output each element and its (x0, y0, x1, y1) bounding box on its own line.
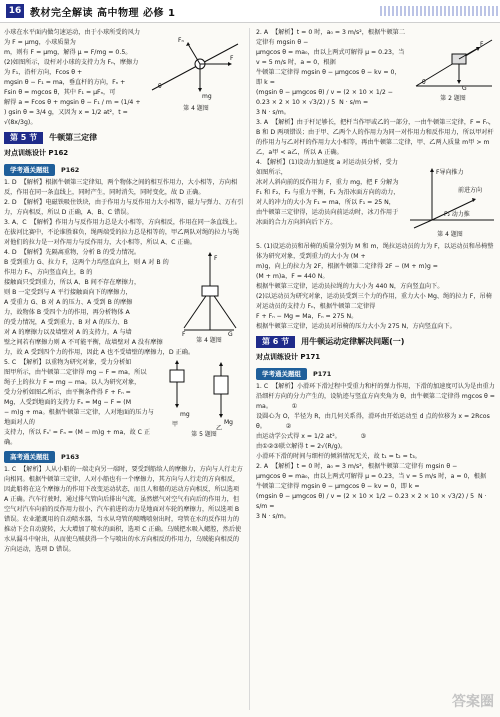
right-column (256, 28, 496, 522)
incline-ball-diagram (148, 30, 244, 104)
header-decoration (380, 6, 500, 16)
answer-5-line: 根据牛顿第三定律，运动员拉绳的力大小为 440 N，方向竖直向下。 (256, 283, 444, 290)
answer-5-line: 5. (1)设运动员和吊椅的质量分别为 M 和 m，绳拉运动员的力为 F，以运动员和吊椅整体为研究对象，受到重力的大小为 (M + (256, 243, 494, 260)
svg-text:F: F (230, 55, 234, 62)
magnet-incline-diagram (410, 30, 496, 94)
badge: 学考通关题组 (256, 368, 307, 380)
answer-4-line: 的受力情况，A 受到重力、B 对 A 的压力、B (4, 319, 128, 326)
answer-1-line: 1. C 【解析】小滑环下滑过程中受重力和杆的弹力作用，下滑的加速度可认为是由重力沿细杆方向的分力产生的，设轨迹与竖直方向夹角为 θ，由牛顿第二定律得 mgcos θ = ma。 ① (256, 383, 497, 410)
column-divider (249, 28, 250, 710)
figure-4-skater (404, 160, 496, 240)
answer-2b-line: 牛顿第二定律得 mgsin θ − μmgcos θ − kv = 0，即 k = (256, 483, 420, 490)
figure-caption: 第 2 题图 (440, 95, 466, 102)
section-tag: 第 5 节 (4, 132, 43, 144)
answer-1-line: 设圆心为 O，半径为 R，由几何关系得，滑环由开始运动至 d 点的位移为 x = 2Rcos θ。 ② (256, 413, 492, 430)
paragraph: m，则有 F = μmg，解得 μ = F/mg = 0.5。 (4, 49, 132, 56)
section-heading (256, 336, 496, 348)
answer-2-line: μmgcos θ = ma₀，由以上两式可解得 μ = 0.23，当 v = 5 m/s 时，a = 0，根据 (256, 49, 407, 66)
answer-1-line: 由①②③联立解得 t = 2√(R/g)。 (256, 443, 347, 450)
figure-caption: 第 4 题图 (196, 337, 222, 344)
answer-2-line: 2. A 【解析】t = 0 时，a₀ = 3 m/s²，根据牛顿第二定律有 mgsin θ − (256, 29, 406, 46)
answer-4-line: 4. 【解析】(1)设动力加速度 a 对运动员分析，受力如图所示， (256, 159, 398, 176)
svg-text:F: F (214, 255, 218, 262)
svg-text:Fₙ: Fₙ (178, 37, 184, 44)
svg-text:Mg: Mg (224, 419, 233, 426)
page-number: 16 (6, 4, 24, 18)
svg-text:F: F (182, 331, 186, 336)
answer-4-line: 对 A 的摩擦力以及墙壁对 A 的支持力，A 与墙 (4, 329, 132, 336)
svg-text:乙: 乙 (216, 425, 223, 430)
answer-2b-line: 3 N · s/m。 (256, 513, 290, 520)
answer-5-line: m)g，向上的拉力为 2F，根据牛顿第二定律得 2F − (M + m)g = (256, 263, 438, 270)
badge-page: P171 (313, 369, 332, 378)
badge-page: P163 (61, 452, 80, 461)
section-title: 用牛顿运动定律解决问题(一) (301, 337, 405, 346)
figure-4-blocks (174, 250, 244, 346)
answer-1-line: 由运动学公式得 x = 1/2 at²。 ③ (256, 433, 367, 440)
answer-2-line: 3 N · s/m。 (256, 109, 290, 116)
badge-page: P162 (61, 165, 80, 174)
figure-caption: 第 4 题图 (183, 105, 209, 112)
svg-text:θ: θ (158, 83, 162, 90)
badge: 学考通关题组 (4, 164, 55, 176)
paragraph: Fsin θ = mgcos θ，其中 F₁ = μFₙ，可 (4, 89, 116, 96)
answer-6: 1. C 【解析】人从小船的一端走向另一端时，要受到船给人的摩擦力，方向与人行走方向相同。根据牛顿第三定律，人对小船也有一个摩擦力，其方向与人行走的方向相反，因此船将在这个摩擦力的作用下改变运动状态，而且人和船的运动方向相反，所以选项 A 正确。汽车行驶时，通过排气管向后排出气流，虽然燃气对空气有向后的作用力，但空气对汽车向前的反作用力很小，汽车前进的动力是地面对车轮的摩擦力，所以选项 B 错误。农业灌溉用的自动喷水器，当水从弯管的喷嘴喷射出时，弯管在水的反作用力的推动下会自动旋转，大大增加了喷水的面积，选项 C 正确。乌贼把水吸入鳃腔，然后使水从漏斗中射出，从而使乌贼获得一个与喷出的水方向相反的作用力，乌贼能向相反的方向运动，选项 D 错误。 (4, 466, 243, 553)
answer-2b-line: 2. A 【解析】t = 0 时，a₀ = 3 m/s²，根据牛顿第二定律有 mgsin θ − (256, 463, 458, 470)
badge-row (256, 365, 496, 382)
answer-5-line: 绳子上的拉力 F = mg − ma。以人为研究对象， (4, 379, 141, 386)
section-title: 牛顿第三定律 (49, 133, 98, 142)
badge-row (4, 448, 244, 465)
svg-text:mg: mg (202, 93, 212, 100)
figure-4-top (148, 30, 244, 114)
figure-label: F₂ 动力推 (444, 211, 470, 218)
svg-text:G: G (462, 85, 467, 92)
figure-5 (164, 360, 244, 440)
paragraph: 解得 a = Fcos θ + mgsin θ − F₁ / m = (1/4 + (4, 99, 141, 106)
answer-4-line: A 受重力 G、B 对 A 的压力、A 受到 B 的摩擦 (4, 299, 133, 306)
header-title: 教材完全解读 高中物理 必修 1 (30, 8, 176, 19)
answer-4-line: 则 B 一定受到与 A 平行接触面向下的摩擦力， (4, 289, 132, 296)
practice-title: 对点训练设计 P162 (4, 149, 69, 157)
paragraph: ) gsin θ = 3/4 g，又因为 x = 1/2 at²，t = √(8x/3g)。 (4, 109, 130, 126)
svg-text:甲: 甲 (172, 421, 179, 428)
section-heading (4, 132, 244, 144)
answer-2b-line: μmgcos θ = ma₀，由以上两式可解得 μ = 0.23，当 v = 5 m/s 时，a = 0，根据 (256, 473, 487, 480)
answer-4-line: 冰对人斜向前的反作用力 F，重力 mg，把 F 分解为 (256, 179, 399, 186)
answer-3: 3. A、C 【解析】作用力与反作用力总是大小相等，方向相反，作用在同一条直线上。在拔河比赛中，不论谁胜谁负，绳两端受的拉力总是相等的，甲乙两队对绳的拉力与绳对他们的拉力是一对作用力与反作用力，大小相等，所以 A、C 正确。 (4, 219, 241, 246)
answer-5-line: Mg，人受到地面的支持力 Fₙ = Mg − F = (M (4, 399, 132, 406)
paragraph: mgsin θ − F₁ = ma，垂直杆的方向，Fₙ + (4, 79, 126, 86)
svg-text:θ: θ (422, 79, 426, 86)
answer-5-line: (M + m)a，F = 440 N。 (256, 273, 329, 280)
skater-force-diagram (404, 160, 496, 230)
figure-caption: 第 4 题图 (437, 231, 463, 238)
answer-5-line: F + Fₙ − Mg = Ma，Fₙ = 275 N。 (256, 313, 358, 320)
answer-5-line: − m)g + ma。根据牛顿第三定律，人对地面的压力与地面对人的 (4, 409, 154, 426)
pulley-diagram (164, 360, 244, 430)
figure-2 (410, 30, 496, 104)
figure-caption: 第 5 题图 (191, 431, 217, 438)
svg-text:G: G (228, 331, 233, 336)
answer-2-line: 牛顿第二定律得 mgsin θ − μmgcos θ − kv = 0，即 k = (256, 69, 401, 86)
answer-5-line: 图甲所示，由牛顿第二定律得 mg − F = ma，所以 (4, 369, 147, 376)
figure-label: F导向推力 (436, 169, 464, 176)
answer-4-line: F₁ 和 F₂，F₂ 与重力平衡，F₁ 为沿冰面方向的动力， (256, 189, 400, 196)
watermark-logo: 答案圈 (452, 694, 494, 710)
answer-1: 1. D 【解析】根据牛顿第三定律知，两个物体之间的相互作用力，大小相等，方向相反，作用在同一条直线上，同时产生，同时消失，同时变化，故 D 正确。 (4, 179, 238, 196)
svg-text:mg: mg (180, 411, 190, 418)
badge: 高考通关题组 (4, 451, 55, 463)
badge-row (4, 161, 244, 178)
answer-5-line: (2)以运动员为研究对象，运动员受到三个力的作用，重力大小 Mg、绳的拉力 F，吊椅对运动员的支持力 Fₙ，根据牛顿第二定律得 (256, 293, 492, 310)
figure-label: 前进方向 (458, 187, 483, 194)
svg-text:F: F (480, 41, 484, 48)
answer-5-line: 支持力，所以 Fₙ' = Fₙ = (M − m)g + ma，故 C 正确。 (4, 429, 151, 446)
answer-4-line: 力，故物体 B 受四个力的作用，再分析物体 A (4, 309, 130, 316)
paragraph: (2)如图所示，设杆对小球的支持力为 Fₙ，摩擦力为 F₁，沿杆方向，Fcos θ + (4, 59, 139, 76)
answer-2b-line: (mgsin θ − μmgcos θ) / v = (2 × 10 × 1/2 − 0.23 × 2 × 10 × √3/2) / 5 N · s/m = (256, 493, 489, 510)
answer-5-line: 根据牛顿第三定律，运动员对吊椅的压力大小为 275 N，方向竖直向下。 (256, 323, 456, 330)
page-header (0, 0, 500, 23)
blocks-diagram (174, 250, 244, 336)
answer-4-line: 对人的冲力的大小为 F₁ = ma，所以 F₁ = 25 N，由牛顿第三定律得，运动员向前运动时，冰刀作用于冰面的合力方向斜向后下方。 (256, 199, 399, 226)
answer-4-line: 接触面只受到重力，所以 A、B 间不存在摩擦力， (4, 279, 141, 286)
paragraph: 小球在水平面内做匀速运动，由于小球所受的风力为 F = μmg，小球质量为 (4, 29, 141, 46)
answer-2-line: (mgsin θ − μmgcos θ) / v = (2 × 10 × 1/2 − 0.23 × 2 × 10 × √3/2) / 5 N · s/m = (256, 89, 395, 106)
answer-1-line: 小滑环下滑的时间与细杆的倾斜情况无关，故 t₁ = t₂ = t₃。 (256, 453, 421, 460)
left-column (4, 28, 244, 555)
answer-4-line: B 受到重力 G、拉力 F，这两个力均竖直向上，则 A 对 B 的作用力 Fₙ，方向竖直向上，B 的 (4, 259, 169, 276)
answer-5-line: 5. C 【解析】以重物为研究对象，受力分析如 (4, 359, 132, 366)
practice-title: 对点训练设计 P171 (256, 353, 321, 361)
answer-5-line: 受力分析如图乙所示，由平衡条件得 F + Fₙ = (4, 389, 131, 396)
answer-2: 2. D 【解析】电磁铁吸住铁块，由于作用力与反作用力大小相等，磁力与弹力、万有引力，方向相反，所以 D 正确，A、B、C 错误。 (4, 199, 244, 216)
answer-4-line: 壁之间若有摩擦力则 A 不可能平衡，故墙壁对 A 没有摩擦力，故 A 受到四个力的作用，因此 A 也不受墙壁的摩擦力，D 正确。 (4, 339, 195, 356)
answer-4-line: 4. D 【解析】先隔离重物，分析 B 的受力情况。 (4, 249, 141, 256)
section-tag: 第 6 节 (256, 336, 295, 348)
answer-3: 3. A 【解析】由于杆足够长，把杆当作甲或乙的一部分，一由牛顿第三定律，F = Fₙ，B 和 D 两项错误；由于甲、乙两个人的作用力为同一对作用力和反作用力，所以甲对杆的作用力与乙对杆的作用力大小相等，再由牛顿第二定律，甲、乙两人质量 m甲 > m乙，a甲 < a乙，所以 A 正确。 (256, 119, 495, 156)
